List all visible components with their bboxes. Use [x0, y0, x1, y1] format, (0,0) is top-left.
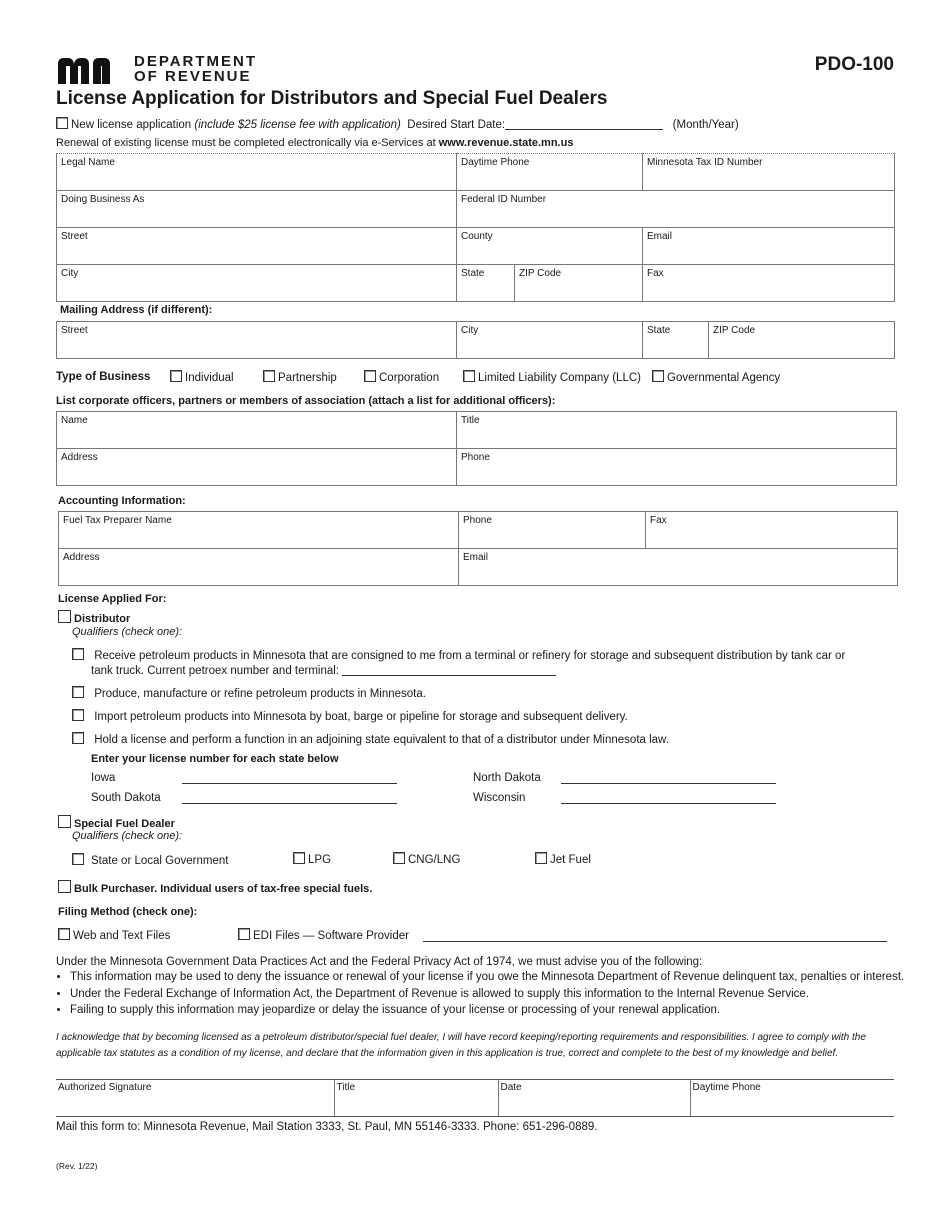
logo-line-2: OF REVENUE: [134, 68, 252, 85]
start-date-field[interactable]: [505, 118, 663, 130]
logo-text: [134, 54, 257, 84]
north-dakota-license-field[interactable]: [561, 772, 776, 784]
signer-phone-label: Daytime Phone: [692, 1082, 761, 1093]
signer-title-label: Title: [336, 1082, 356, 1093]
department-logo: [56, 54, 256, 86]
privacy-bullet: • Under the Federal Exchange of Information Act, the Department of Revenue is allowed to supply this information to the Internal Revenue Service.: [70, 987, 906, 1002]
accounting-fax-field[interactable]: [646, 512, 898, 549]
bulk-purchaser-checkbox[interactable]: [58, 880, 71, 893]
renewal-text: Renewal of existing license must be completed electronically via e-Services at: [56, 137, 436, 149]
accounting-table: [58, 511, 898, 586]
corporation-checkbox[interactable]: [364, 370, 376, 382]
privacy-bullet: • This information may be used to deny the issuance or renewal of your license if you owe the Minnesota Department of Revenue delinquent tax, penalties or interest.: [70, 970, 906, 985]
iowa-label: Iowa: [91, 772, 116, 784]
web-files-label: Web and Text Files: [73, 930, 171, 942]
new-license-line: [56, 117, 739, 131]
special-qualifiers-label: Qualifiers (check one):: [72, 830, 183, 842]
officer-phone-label: Phone: [461, 452, 490, 463]
logo-line-1: DEPARTMENT: [134, 53, 258, 70]
qualifier-1-text: Receive petroleum products in Minnesota that are consigned to me from a terminal or refinery for storage and subsequent distribution by tank car or: [94, 650, 846, 662]
mailing-street-label: Street: [61, 325, 88, 336]
acknowledgment-text: I acknowledge that by becoming licensed as a petroleum distributor/special fuel dealer, I will have record keeping/reporting requirements and responsibilities. I agree to comply with the applicable tax statutes as a condition of my license, and declare that the information given in this application is true, correct and complete to the best of my knowledge and belief.: [56, 1032, 866, 1059]
legal-name-field[interactable]: [57, 154, 457, 191]
special-option-lpg[interactable]: [293, 852, 331, 866]
signer-phone-field[interactable]: [690, 1080, 894, 1117]
zip-label: ZIP Code: [519, 268, 562, 279]
officer-address-label: Address: [61, 452, 98, 463]
email-field[interactable]: [643, 228, 895, 265]
special-option-government[interactable]: [72, 853, 228, 867]
lpg-checkbox[interactable]: [293, 852, 305, 864]
renewal-url-link[interactable]: www.revenue.state.mn.us: [438, 137, 574, 149]
qualifier-3: [72, 709, 628, 723]
business-type-individual[interactable]: [170, 370, 234, 384]
south-dakota-label: South Dakota: [91, 792, 161, 804]
state-license-heading: Enter your license number for each state below: [91, 753, 339, 765]
new-license-label: New license application: [71, 119, 192, 131]
edi-files-checkbox[interactable]: [238, 928, 250, 940]
accounting-address-field[interactable]: [59, 549, 459, 586]
mailing-zip-field[interactable]: [709, 322, 895, 359]
filing-heading: Filing Method (check one):: [58, 906, 198, 918]
distributor-option[interactable]: [58, 610, 130, 625]
special-option-cng[interactable]: [393, 852, 460, 866]
business-type-government[interactable]: [652, 370, 780, 384]
qualifier-4-text: Hold a license and perform a function in an adjoining state equivalent to that of a distributor under Minnesota law.: [94, 734, 669, 746]
software-provider-field[interactable]: [423, 930, 887, 942]
officers-heading: List corporate officers, partners or members of association (attach a list for additional officers):: [56, 395, 556, 407]
business-type-llc[interactable]: [463, 370, 641, 384]
officer-phone-field[interactable]: [457, 449, 897, 486]
qualifier-3-checkbox[interactable]: [72, 709, 84, 721]
special-option-jet-fuel[interactable]: [535, 852, 591, 866]
qualifier-4: [72, 732, 669, 746]
federal-id-label: Federal ID Number: [461, 194, 547, 205]
fax-field[interactable]: [643, 265, 895, 302]
page-title: License Application for Distributors and Special Fuel Dealers: [56, 88, 608, 109]
mailing-state-field[interactable]: [643, 322, 709, 359]
accounting-phone-field[interactable]: [459, 512, 646, 549]
wisconsin-license-field[interactable]: [561, 792, 776, 804]
officer-address-field[interactable]: [57, 449, 457, 486]
business-info-table: [56, 153, 895, 302]
privacy-bullet: • Failing to supply this information may jeopardize or delay the issuance of your license or processing of your renewal application.: [70, 1003, 906, 1018]
accounting-email-field[interactable]: [459, 549, 898, 586]
mn-logo-icon: [56, 56, 126, 84]
date-label: Date: [500, 1082, 522, 1093]
signature-table: [56, 1079, 894, 1117]
date-field[interactable]: [498, 1080, 690, 1117]
dba-field[interactable]: [57, 191, 457, 228]
individual-label: Individual: [185, 372, 234, 384]
privacy-list: [56, 970, 906, 1018]
type-of-business-label: Type of Business: [56, 371, 151, 383]
distributor-qualifiers-label: Qualifiers (check one):: [72, 626, 183, 638]
mailing-state-label: State: [647, 325, 671, 336]
mailing-zip-label: ZIP Code: [713, 325, 756, 336]
daytime-phone-field[interactable]: [457, 154, 643, 191]
privacy-intro: Under the Minnesota Government Data Practices Act and the Federal Privacy Act of 1974, we must advise you of the following:: [56, 956, 703, 968]
state-label: State: [461, 268, 485, 279]
government-checkbox[interactable]: [652, 370, 664, 382]
lpg-label: LPG: [308, 854, 332, 866]
new-license-note: (include $25 license fee with application): [194, 119, 401, 131]
officer-title-field[interactable]: [457, 412, 897, 449]
signature-field[interactable]: [56, 1080, 334, 1117]
distributor-label: Distributor: [74, 613, 131, 625]
cng-lng-label: CNG/LNG: [408, 854, 461, 866]
state-local-gov-checkbox[interactable]: [72, 853, 84, 865]
officer-title-label: Title: [461, 415, 480, 426]
county-field[interactable]: [457, 228, 643, 265]
accounting-fax-label: Fax: [650, 515, 667, 526]
special-fuel-dealer-checkbox[interactable]: [58, 815, 71, 828]
qualifier-1-line-2: [91, 664, 556, 677]
mailing-address-table: [56, 321, 895, 359]
renewal-line: [56, 137, 573, 149]
privacy-notice: [56, 954, 906, 1020]
government-label: Governmental Agency: [667, 372, 781, 384]
dba-label: Doing Business As: [61, 194, 145, 205]
mailing-city-field[interactable]: [457, 322, 643, 359]
city-label: City: [61, 268, 79, 279]
form-number: PDO-100: [814, 54, 894, 75]
llc-checkbox[interactable]: [463, 370, 475, 382]
mailing-city-label: City: [461, 325, 479, 336]
iowa-license-field[interactable]: [182, 772, 397, 784]
signature-label: Authorized Signature: [58, 1082, 152, 1093]
county-label: County: [461, 231, 493, 242]
filing-web-option[interactable]: [58, 928, 170, 942]
qualifier-1: [72, 648, 845, 662]
accounting-heading: Accounting Information:: [58, 495, 186, 507]
accounting-email-label: Email: [463, 552, 489, 563]
accounting-phone-label: Phone: [463, 515, 492, 526]
filing-edi-option[interactable]: [238, 928, 409, 942]
state-field[interactable]: [457, 265, 515, 302]
revision-label: (Rev. 1/22): [56, 1161, 98, 1171]
mn-tax-id-label: Minnesota Tax ID Number: [647, 157, 763, 168]
qualifier-3-text: Import petroleum products into Minnesota by boat, barge or pipeline for storage and subsequent delivery.: [94, 711, 628, 723]
officer-name-label: Name: [61, 415, 88, 426]
accounting-address-label: Address: [63, 552, 100, 563]
start-date-hint: (Month/Year): [672, 119, 739, 131]
south-dakota-license-field[interactable]: [182, 792, 397, 804]
officer-name-field[interactable]: [57, 412, 457, 449]
web-files-checkbox[interactable]: [58, 928, 70, 940]
petroex-number-field[interactable]: [342, 664, 556, 676]
license-heading: License Applied For:: [58, 593, 167, 605]
qualifier-2-text: Produce, manufacture or refine petroleum products in Minnesota.: [94, 688, 426, 700]
special-fuel-dealer-option[interactable]: [58, 815, 175, 830]
mail-to-text: Mail this form to: Minnesota Revenue, Mail Station 3333, St. Paul, MN 55146-3333. Phone: 651-296-0889.: [56, 1121, 598, 1133]
qualifier-2: [72, 686, 426, 700]
daytime-phone-label: Daytime Phone: [461, 157, 530, 168]
start-date-label: Desired Start Date:: [407, 119, 506, 131]
qualifier-1-text-2: tank truck. Current petroex number and terminal:: [91, 665, 340, 677]
jet-fuel-label: Jet Fuel: [550, 854, 591, 866]
north-dakota-label: North Dakota: [473, 772, 541, 784]
new-license-checkbox[interactable]: [56, 117, 68, 129]
street-label: Street: [61, 231, 88, 242]
qualifier-2-checkbox[interactable]: [72, 686, 84, 698]
zip-field[interactable]: [515, 265, 643, 302]
corporation-label: Corporation: [379, 372, 440, 384]
signer-title-field[interactable]: [334, 1080, 498, 1117]
qualifier-1-checkbox[interactable]: [72, 648, 84, 660]
legal-name-label: Legal Name: [61, 157, 115, 168]
llc-label: Limited Liability Company (LLC): [478, 372, 641, 384]
bulk-purchaser-label: Bulk Purchaser. Individual users of tax-free special fuels.: [74, 883, 373, 895]
special-fuel-dealer-label: Special Fuel Dealer: [74, 818, 175, 830]
business-type-partnership[interactable]: [263, 370, 337, 384]
cng-lng-checkbox[interactable]: [393, 852, 405, 864]
edi-files-label: EDI Files — Software Provider: [253, 930, 409, 942]
street-field[interactable]: [57, 228, 457, 265]
qualifier-4-checkbox[interactable]: [72, 732, 84, 744]
email-label: Email: [647, 231, 673, 242]
state-local-gov-label: State or Local Government: [91, 855, 229, 867]
wisconsin-label: Wisconsin: [473, 792, 526, 804]
city-field[interactable]: [57, 265, 457, 302]
preparer-name-label: Fuel Tax Preparer Name: [63, 515, 172, 526]
mailing-heading: Mailing Address (if different):: [60, 304, 213, 316]
fax-label: Fax: [647, 268, 664, 279]
business-type-corporation[interactable]: [364, 370, 439, 384]
partnership-label: Partnership: [278, 372, 337, 384]
preparer-name-field[interactable]: [59, 512, 459, 549]
mailing-street-field[interactable]: [57, 322, 457, 359]
individual-checkbox[interactable]: [170, 370, 182, 382]
distributor-checkbox[interactable]: [58, 610, 71, 623]
partnership-checkbox[interactable]: [263, 370, 275, 382]
federal-id-field[interactable]: [457, 191, 895, 228]
mn-tax-id-field[interactable]: [643, 154, 895, 191]
jet-fuel-checkbox[interactable]: [535, 852, 547, 864]
bulk-purchaser-option[interactable]: [58, 880, 372, 895]
officers-table: [56, 411, 897, 486]
